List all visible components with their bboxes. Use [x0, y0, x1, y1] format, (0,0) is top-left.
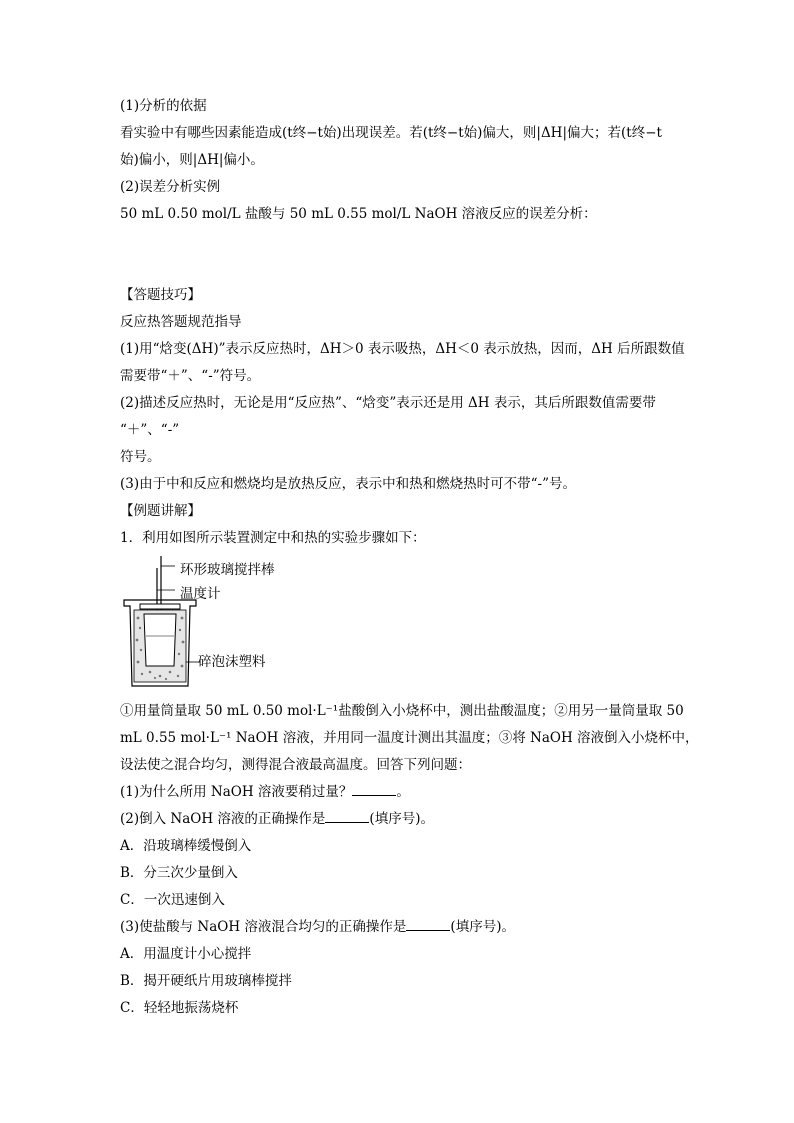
- section-heading-examples: (2)误差分析实例: [120, 179, 221, 195]
- question-1: [120, 779, 680, 806]
- question-intro: 1．利用如图所示装置测定中和热的实验步骤如下：: [120, 530, 426, 546]
- steps-line: 设法使之混合均匀，测得混合液最高温度。回答下列问题：: [120, 757, 471, 773]
- tips-heading: 【答题技巧】: [120, 287, 201, 303]
- label-thermometer: 温度计: [180, 586, 221, 602]
- paragraph-line: 符号。: [120, 449, 161, 465]
- answer-blank[interactable]: [406, 916, 450, 931]
- question-3-end: (填序号)。: [450, 919, 515, 935]
- paragraph-line: 看实验中有哪些因素能造成(t终−t始)出现误差。若(t终−t始)偏大，则|ΔH|偏大；若(t终−t: [120, 125, 662, 141]
- option-c: C．轻轻地振荡烧杯: [120, 1000, 239, 1016]
- example-heading: 【例题讲解】: [120, 503, 201, 519]
- label-foam-plastic: 碎泡沫塑料: [198, 654, 266, 670]
- paragraph-line: “＋”、“-”: [120, 422, 180, 438]
- option-b: B．分三次少量倒入: [120, 865, 238, 881]
- paragraph-line: (1)用“焓变(ΔH)”表示反应热时，ΔH＞0 表示吸热，ΔH＜0 表示放热，因而，ΔH 后所跟数值: [120, 341, 685, 357]
- question-3: [120, 914, 680, 941]
- blank-space: [120, 228, 680, 282]
- question-3-text: (3)使盐酸与 NaOH 溶液混合均匀的正确操作是: [120, 919, 407, 935]
- tips-subheading: 反应热答题规范指导: [120, 314, 242, 330]
- question-2-text: (2)倒入 NaOH 溶液的正确操作是: [120, 811, 326, 827]
- option-c: C．一次迅速倒入: [120, 892, 225, 908]
- answer-blank[interactable]: [325, 808, 369, 823]
- option-a: A．用温度计小心搅拌: [120, 946, 252, 962]
- question-1-text: (1)为什么所用 NaOH 溶液要稍过量？: [120, 784, 353, 800]
- paragraph-line: 50 mL 0.50 mol/L 盐酸与 50 mL 0.55 mol/L NaOH 溶液反应的误差分析：: [120, 206, 597, 222]
- label-stirring-rod: 环形玻璃搅拌棒: [180, 562, 275, 578]
- paragraph-line: (3)由于中和反应和燃烧均是放热反应，表示中和热和燃烧热时可不带“-”号。: [120, 476, 576, 492]
- option-a: A．沿玻璃棒缓慢倒入: [120, 838, 252, 854]
- calorimeter-figure: [120, 554, 440, 694]
- document-page: [120, 93, 699, 1022]
- answer-blank[interactable]: [352, 781, 396, 796]
- paragraph-line: (2)描述反应热时，无论是用“反应热”、“焓变”表示还是用 ΔH 表示，其后所跟数值需要带: [120, 395, 656, 411]
- question-2: [120, 806, 680, 833]
- question-2-end: (填序号)。: [369, 811, 434, 827]
- option-b: B．揭开硬纸片用玻璃棒搅拌: [120, 973, 292, 989]
- steps-line: mL 0.55 mol·L⁻¹ NaOH 溶液，并用同一温度计测出其温度；③将 NaOH 溶液倒入小烧杯中，: [120, 730, 699, 746]
- question-1-end: 。: [396, 784, 410, 800]
- steps-line: ①用量筒量取 50 mL 0.50 mol·L⁻¹盐酸倒入小烧杯中，测出盐酸温度；②用另一量筒量取 50: [120, 703, 684, 719]
- section-heading-basis: (1)分析的依据: [120, 98, 207, 114]
- paragraph-line: 始)偏小，则|ΔH|偏小。: [120, 152, 264, 168]
- paragraph-line: 需要带“＋”、“-”符号。: [120, 368, 261, 384]
